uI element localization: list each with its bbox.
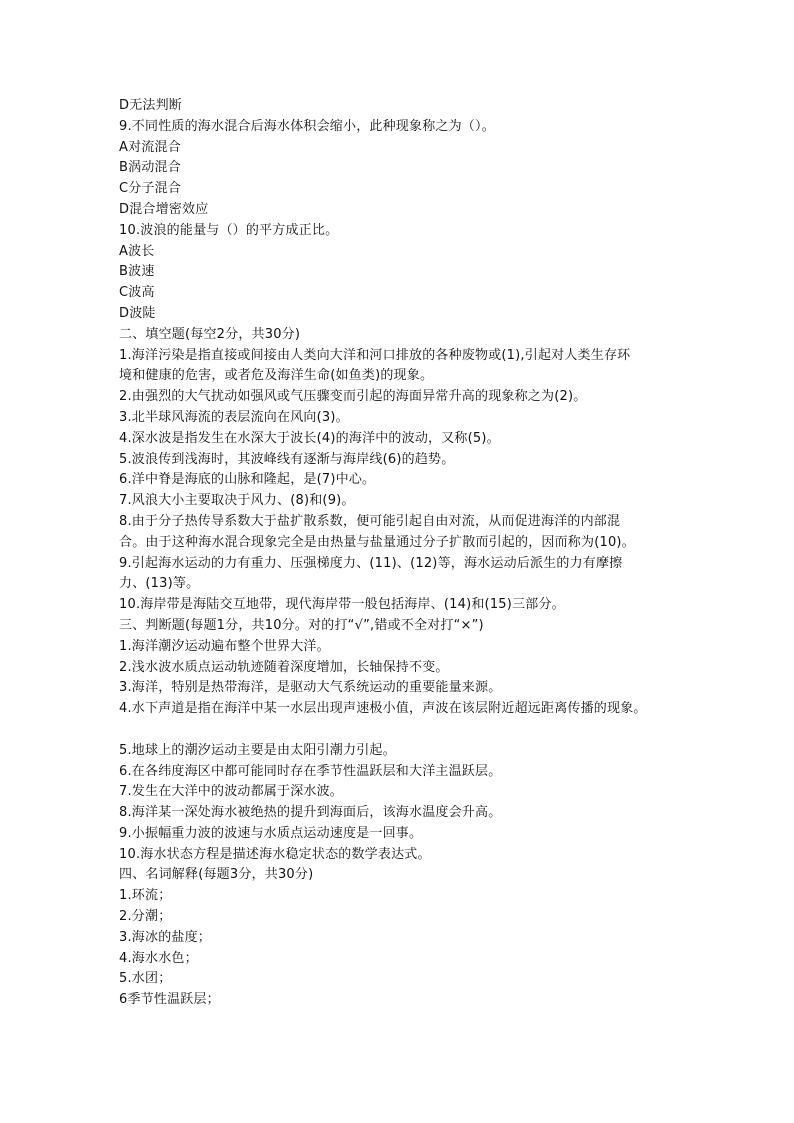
answer-option: D波陡 — [119, 305, 156, 321]
term-item: 1.环流； — [119, 888, 172, 904]
question-text: 4.水下声道是指在海洋中某一水层出现声速极小值，声波在该层附近超远距离传播的现象。 — [119, 701, 647, 717]
question-text: 6.洋中脊是海底的山脉和隆起，是(7)中心。 — [119, 472, 376, 488]
question-text: 境和健康的危害，或者危及海洋生命(如鱼类)的现象。 — [119, 368, 434, 384]
question-text: 10.波浪的能量与（）的平方成正比。 — [119, 222, 339, 238]
question-text: 7.风浪大小主要取决于风力、(8)和(9)。 — [119, 493, 355, 509]
answer-option: C波高 — [119, 285, 155, 301]
term-item: 2.分潮； — [119, 909, 172, 925]
document-page — [119, 96, 719, 1011]
question-text: 9.不同性质的海水混合后海水体积会缩小，此种现象称之为（）。 — [119, 118, 495, 134]
question-text: 1.海洋潮汐运动遍布整个世界大洋。 — [119, 638, 330, 654]
question-text: 力、(13)等。 — [119, 576, 200, 592]
question-text: 4.深水波是指发生在水深大于波长(4)的海洋中的波动，又称(5)。 — [119, 430, 500, 446]
question-text: 2.由强烈的大气扰动如强风或气压骤变而引起的海面异常升高的现象称之为(2)。 — [119, 389, 587, 405]
term-item: 3.海冰的盐度； — [119, 929, 212, 945]
question-text: 10.海水状态方程是描述海水稳定状态的数学表达式。 — [119, 846, 431, 862]
question-text: 3.海洋，特别是热带海洋，是驱动大气系统运动的重要能量来源。 — [119, 680, 502, 696]
blank-line — [119, 720, 719, 741]
term-item: 6季节性温跃层； — [119, 992, 220, 1008]
question-text: 合。由于这种海水混合现象完全是由热量与盐量通过分子扩散而引起的，因而称为(10)。 — [119, 534, 635, 550]
answer-option: D混合增密效应 — [119, 201, 209, 217]
question-text: 1.海洋污染是指直接或间接由人类向大洋和河口排放的各种废物或(1),引起对人类生存环 — [119, 347, 631, 363]
answer-option: A波长 — [119, 243, 155, 259]
section-heading: 四、名词解释(每题3分，共30分) — [119, 867, 314, 883]
question-text: 2.浅水波水质点运动轨迹随着深度增加，长轴保持不变。 — [119, 659, 449, 675]
term-item: 5.水团； — [119, 971, 172, 987]
answer-option: D无法判断 — [119, 98, 183, 113]
question-text: 9.引起海水运动的力有重力、压强梯度力、(11)、(12)等，海水运动后派生的力有摩擦 — [119, 555, 623, 571]
question-text: 6.在各纬度海区中都可能同时存在季节性温跃层和大洋主温跃层。 — [119, 763, 502, 779]
answer-option: B波速 — [119, 264, 155, 280]
section-heading: 二、填空题(每空2分，共30分) — [119, 326, 301, 342]
answer-option: B涡动混合 — [119, 160, 181, 176]
question-text: 10.海岸带是海陆交互地带，现代海岸带一般包括海岸、(14)和(15)三部分。 — [119, 597, 565, 613]
term-item: 4.海水水色； — [119, 950, 198, 966]
question-text: 8.海洋某一深处海水被绝热的提升到海面后，该海水温度会升高。 — [119, 805, 502, 821]
question-text: 8.由于分子热传导系数大于盐扩散系数，便可能引起自由对流，从而促进海洋的内部混 — [119, 513, 621, 529]
answer-option: C分子混合 — [119, 181, 182, 197]
question-text: 5.波浪传到浅海时，其波峰线有逐渐与海岸线(6)的趋势。 — [119, 451, 455, 467]
answer-option: A对流混合 — [119, 139, 181, 155]
question-text: 5.地球上的潮汐运动主要是由太阳引潮力引起。 — [119, 742, 396, 758]
question-text: 3.北半球风海流的表层流向在风向(3)。 — [119, 409, 349, 425]
question-text: 7.发生在大洋中的波动都属于深水波。 — [119, 784, 344, 800]
section-heading: 三、判断题(每题1分，共10分。对的打“√”,错或不全对打“×”) — [119, 617, 484, 633]
question-text: 9.小振幅重力波的波速与水质点运动速度是一回事。 — [119, 825, 423, 841]
